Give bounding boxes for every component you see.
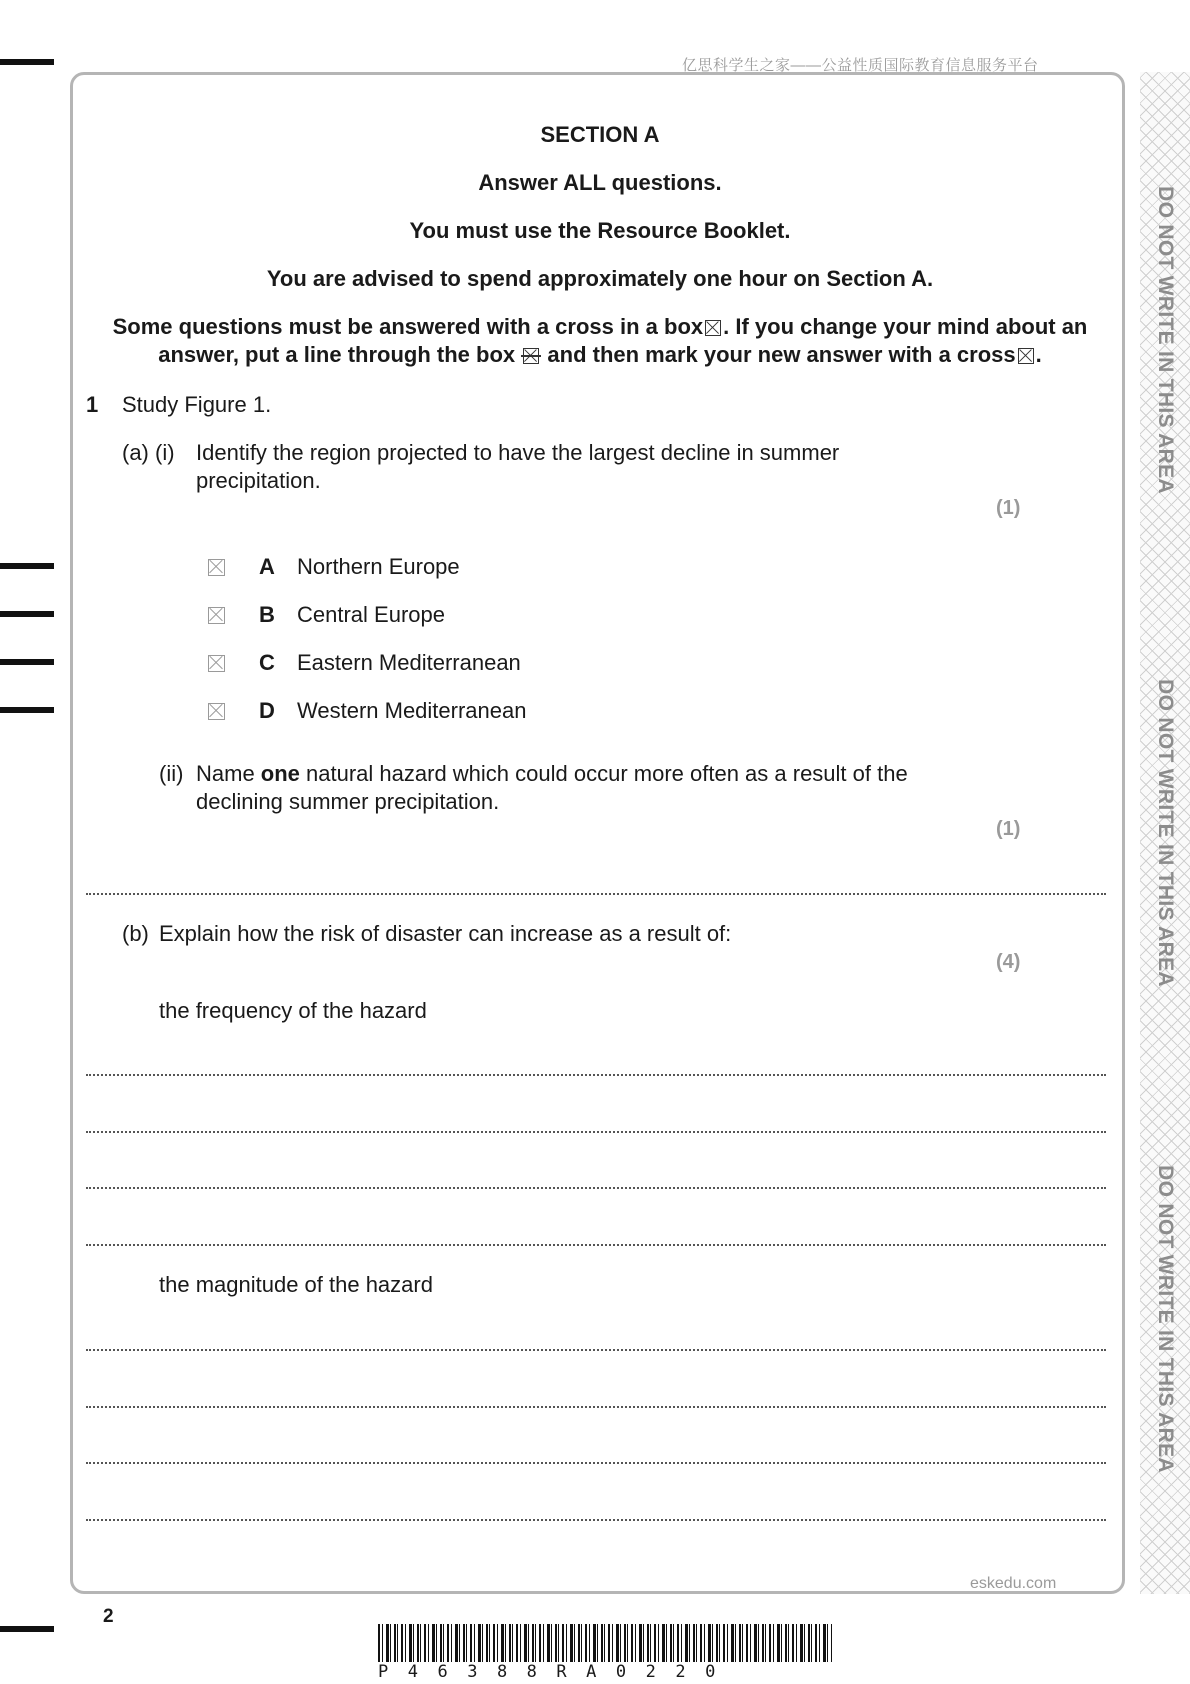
part-a-ii-text: declining summer precipitation. xyxy=(196,789,500,814)
section-title: SECTION A xyxy=(540,122,660,147)
answer-line[interactable] xyxy=(86,1131,1106,1133)
option-c-checkbox[interactable] xyxy=(208,655,225,672)
option-b-text: Central Europe xyxy=(297,602,445,627)
cross-box-icon xyxy=(1018,348,1034,364)
option-a-text: Northern Europe xyxy=(297,554,460,579)
side-warning-text: DO NOT WRITE IN THIS AREA xyxy=(1154,186,1177,494)
answer-line[interactable] xyxy=(86,1462,1106,1464)
option-c-text: Eastern Mediterranean xyxy=(297,650,521,675)
marks-label: (1) xyxy=(996,497,1021,519)
option-a-checkbox[interactable] xyxy=(208,559,225,576)
answer-line[interactable] xyxy=(86,1406,1106,1408)
option-d-text: Western Mediterranean xyxy=(297,698,527,723)
top-watermark: 亿思科学生之家——公益性质国际教育信息服务平台 xyxy=(682,57,1039,74)
margin-mark xyxy=(0,59,54,65)
option-c-letter: C xyxy=(259,650,275,675)
margin-mark xyxy=(0,659,54,665)
part-b-label: (b) xyxy=(122,921,149,946)
margin-mark xyxy=(0,707,54,713)
part-a-i-label: (a) (i) xyxy=(122,440,175,465)
instruction-resource-booklet: You must use the Resource Booklet. xyxy=(409,218,791,243)
question-stem: Study Figure 1. xyxy=(122,392,272,417)
part-b-sub-frequency: the frequency of the hazard xyxy=(159,998,427,1023)
option-d-checkbox[interactable] xyxy=(208,703,225,720)
part-b-text: Explain how the risk of disaster can increase as a result of: xyxy=(159,921,732,946)
option-d-letter: D xyxy=(259,698,275,723)
part-a-ii-label: (ii) xyxy=(159,761,184,786)
margin-mark xyxy=(0,1626,54,1632)
answer-line[interactable] xyxy=(86,1349,1106,1351)
instruction-cross-line2: answer, put a line through the box and then mark your new answer with a cross . xyxy=(158,342,1042,367)
instruction-answer-all: Answer ALL questions. xyxy=(478,170,722,195)
side-warning-text: DO NOT WRITE IN THIS AREA xyxy=(1154,1165,1177,1473)
marks-label: (1) xyxy=(996,818,1021,840)
part-a-i-text: Identify the region projected to have the largest decline in summer xyxy=(196,440,840,465)
cross-box-icon xyxy=(705,320,721,336)
option-b-checkbox[interactable] xyxy=(208,607,225,624)
part-a-i-text: precipitation. xyxy=(196,468,321,493)
barcode-text: P46388RA0220 xyxy=(378,1662,735,1682)
option-a-letter: A xyxy=(259,554,275,579)
answer-line[interactable] xyxy=(86,1244,1106,1246)
side-warning-text: DO NOT WRITE IN THIS AREA xyxy=(1154,679,1177,987)
answer-line[interactable] xyxy=(86,1519,1106,1521)
do-not-write-strip xyxy=(1140,72,1190,1594)
option-b-letter: B xyxy=(259,602,275,627)
page-number: 2 xyxy=(103,1606,114,1627)
part-b-sub-magnitude: the magnitude of the hazard xyxy=(159,1272,433,1297)
answer-line[interactable] xyxy=(86,893,1106,895)
struck-cross-box-icon xyxy=(523,348,539,364)
part-a-ii-text: Name one natural hazard which could occur more often as a result of the xyxy=(196,761,908,786)
answer-frame xyxy=(70,72,1125,1594)
answer-line[interactable] xyxy=(86,1187,1106,1189)
margin-mark xyxy=(0,611,54,617)
margin-mark xyxy=(0,563,54,569)
question-number: 1 xyxy=(86,392,99,417)
site-watermark: eskedu.com xyxy=(970,1575,1057,1592)
instruction-cross-line1: Some questions must be answered with a cross in a box . If you change your mind about an xyxy=(112,314,1088,339)
barcode xyxy=(378,1624,832,1662)
marks-label: (4) xyxy=(996,951,1021,973)
answer-line[interactable] xyxy=(86,1074,1106,1076)
instruction-time: You are advised to spend approximately one hour on Section A. xyxy=(266,266,934,291)
